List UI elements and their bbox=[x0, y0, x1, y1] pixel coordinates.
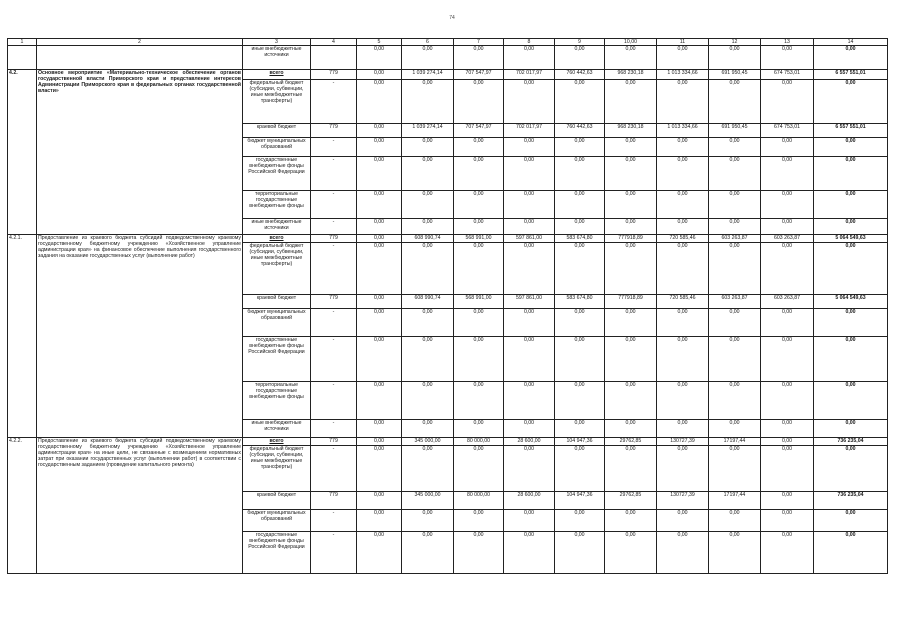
total-cell: 0,00 bbox=[814, 80, 888, 124]
kbk-code: - bbox=[311, 157, 357, 191]
amount-cell: 0,00 bbox=[657, 510, 709, 532]
amount-cell: 0,00 bbox=[555, 446, 605, 492]
amount-cell: 0,00 bbox=[761, 80, 814, 124]
kbk-code: - bbox=[311, 191, 357, 219]
amount-cell: 0,00 bbox=[761, 157, 814, 191]
amount-cell: 702 017,97 bbox=[504, 70, 555, 80]
amount-cell: 0,00 bbox=[402, 243, 454, 295]
amount-cell: 0,00 bbox=[402, 382, 454, 420]
table-row bbox=[8, 438, 888, 446]
kbk-code: - bbox=[311, 382, 357, 420]
amount-cell: 0,00 bbox=[555, 382, 605, 420]
amount-cell: 0,00 bbox=[357, 124, 402, 138]
amount-cell: 603 263,87 bbox=[709, 235, 761, 243]
amount-cell: 0,00 bbox=[761, 309, 814, 337]
amount-cell: 0,00 bbox=[605, 191, 657, 219]
amount-cell: 760 442,63 bbox=[555, 124, 605, 138]
column-number: 6 bbox=[402, 39, 454, 46]
amount-cell: 1 039 274,14 bbox=[402, 124, 454, 138]
funding-source: всего bbox=[243, 438, 311, 446]
amount-cell: 0,00 bbox=[454, 80, 504, 124]
amount-cell: 568 991,00 bbox=[454, 235, 504, 243]
column-number: 3 bbox=[243, 39, 311, 46]
amount-cell: 0,00 bbox=[709, 510, 761, 532]
column-number: 8 bbox=[504, 39, 555, 46]
amount-cell: 0,00 bbox=[402, 80, 454, 124]
amount-cell: 0,00 bbox=[709, 382, 761, 420]
amount-cell: 0,00 bbox=[504, 510, 555, 532]
amount-cell: 0,00 bbox=[761, 532, 814, 574]
funding-source: бюджет муниципальных образований bbox=[243, 138, 311, 157]
amount-cell: 0,00 bbox=[709, 191, 761, 219]
amount-cell: 603 263,87 bbox=[761, 295, 814, 309]
amount-cell: 0,00 bbox=[357, 337, 402, 382]
amount-cell: 0,00 bbox=[504, 243, 555, 295]
total-cell: 0,00 bbox=[814, 191, 888, 219]
amount-cell: 0,00 bbox=[605, 532, 657, 574]
amount-cell: 1 013 334,66 bbox=[657, 70, 709, 80]
funding-source: территориальные государственные внебюджетные фонды bbox=[243, 382, 311, 420]
amount-cell: 0,00 bbox=[555, 420, 605, 438]
amount-cell: 0,00 bbox=[657, 138, 709, 157]
amount-cell: 0,00 bbox=[709, 46, 761, 70]
total-cell: 0,00 bbox=[814, 510, 888, 532]
table-row bbox=[8, 70, 888, 80]
kbk-code: - bbox=[311, 532, 357, 574]
amount-cell: 0,00 bbox=[357, 309, 402, 337]
amount-cell: 608 990,74 bbox=[402, 235, 454, 243]
amount-cell: 0,00 bbox=[657, 46, 709, 70]
amount-cell: 0,00 bbox=[555, 337, 605, 382]
amount-cell: 0,00 bbox=[555, 191, 605, 219]
amount-cell: 603 263,87 bbox=[761, 235, 814, 243]
total-cell: 6 557 551,01 bbox=[814, 124, 888, 138]
amount-cell: 0,00 bbox=[709, 532, 761, 574]
amount-cell: 0,00 bbox=[357, 510, 402, 532]
amount-cell: 0,00 bbox=[555, 80, 605, 124]
amount-cell: 0,00 bbox=[357, 438, 402, 446]
amount-cell: 0,00 bbox=[555, 157, 605, 191]
amount-cell: 0,00 bbox=[402, 420, 454, 438]
amount-cell: 29762,85 bbox=[605, 492, 657, 510]
amount-cell: 0,00 bbox=[605, 309, 657, 337]
amount-cell: 0,00 bbox=[402, 446, 454, 492]
total-cell: 0,00 bbox=[814, 138, 888, 157]
total-cell: 0,00 bbox=[814, 243, 888, 295]
amount-cell: 0,00 bbox=[504, 532, 555, 574]
column-number: 5 bbox=[357, 39, 402, 46]
amount-cell: 674 753,01 bbox=[761, 70, 814, 80]
item-number: 4.2.2. bbox=[8, 438, 37, 574]
amount-cell: 0,00 bbox=[709, 309, 761, 337]
total-cell: 0,00 bbox=[814, 219, 888, 235]
amount-cell: 104 947,36 bbox=[555, 492, 605, 510]
amount-cell: 0,00 bbox=[357, 46, 402, 70]
amount-cell: 0,00 bbox=[657, 382, 709, 420]
table-row bbox=[8, 235, 888, 243]
amount-cell: 0,00 bbox=[454, 337, 504, 382]
amount-cell: 130727,39 bbox=[657, 438, 709, 446]
amount-cell: 0,00 bbox=[605, 138, 657, 157]
funding-source: иные внебюджетные источники bbox=[243, 46, 311, 70]
amount-cell: 0,00 bbox=[454, 46, 504, 70]
funding-source: федеральный бюджет (субсидии, субвенции, иные межбюджетные трансферты) bbox=[243, 243, 311, 295]
total-cell: 0,00 bbox=[814, 382, 888, 420]
page-number: 74 bbox=[449, 15, 455, 21]
amount-cell: 0,00 bbox=[402, 532, 454, 574]
amount-cell: 0,00 bbox=[761, 420, 814, 438]
amount-cell: 0,00 bbox=[709, 446, 761, 492]
column-number: 13 bbox=[761, 39, 814, 46]
amount-cell: 0,00 bbox=[761, 438, 814, 446]
column-number: 14 bbox=[814, 39, 888, 46]
amount-cell: 0,00 bbox=[454, 243, 504, 295]
kbk-code: - bbox=[311, 138, 357, 157]
amount-cell: 104 947,36 bbox=[555, 438, 605, 446]
amount-cell: 80 000,00 bbox=[454, 492, 504, 510]
kbk-code: - bbox=[311, 309, 357, 337]
financing-table bbox=[7, 38, 888, 574]
amount-cell: 0,00 bbox=[709, 219, 761, 235]
amount-cell: 707 547,97 bbox=[454, 70, 504, 80]
amount-cell: 0,00 bbox=[605, 219, 657, 235]
amount-cell: 0,00 bbox=[402, 219, 454, 235]
amount-cell: 80 000,00 bbox=[454, 438, 504, 446]
amount-cell: 0,00 bbox=[657, 309, 709, 337]
kbk-code: - bbox=[311, 337, 357, 382]
amount-cell: 0,00 bbox=[504, 309, 555, 337]
amount-cell: 0,00 bbox=[454, 138, 504, 157]
amount-cell: 603 263,87 bbox=[709, 295, 761, 309]
column-number: 9 bbox=[555, 39, 605, 46]
funding-source: всего bbox=[243, 235, 311, 243]
item-number: 4.2.1. bbox=[8, 235, 37, 438]
amount-cell: 0,00 bbox=[454, 309, 504, 337]
amount-cell: 0,00 bbox=[357, 243, 402, 295]
amount-cell: 0,00 bbox=[504, 138, 555, 157]
amount-cell: 568 991,00 bbox=[454, 295, 504, 309]
total-cell: 736 235,04 bbox=[814, 492, 888, 510]
funding-source: краевой бюджет bbox=[243, 492, 311, 510]
column-number: 11 bbox=[657, 39, 709, 46]
amount-cell: 0,00 bbox=[357, 191, 402, 219]
funding-source: краевой бюджет bbox=[243, 295, 311, 309]
total-cell: 0,00 bbox=[814, 420, 888, 438]
column-number: 1 bbox=[8, 39, 37, 46]
funding-source: государственные внебюджетные фонды Российской Федерации bbox=[243, 337, 311, 382]
total-cell: 0,00 bbox=[814, 157, 888, 191]
amount-cell: 345 000,00 bbox=[402, 492, 454, 510]
amount-cell: 0,00 bbox=[761, 492, 814, 510]
kbk-code: 779 bbox=[311, 492, 357, 510]
amount-cell: 968 230,18 bbox=[605, 124, 657, 138]
amount-cell: 608 990,74 bbox=[402, 295, 454, 309]
amount-cell: 0,00 bbox=[709, 138, 761, 157]
amount-cell: 0,00 bbox=[454, 191, 504, 219]
amount-cell: 0,00 bbox=[357, 138, 402, 157]
amount-cell: 720 585,46 bbox=[657, 235, 709, 243]
kbk-code: - bbox=[311, 446, 357, 492]
amount-cell: 0,00 bbox=[454, 510, 504, 532]
total-cell: 0,00 bbox=[814, 337, 888, 382]
amount-cell: 0,00 bbox=[454, 157, 504, 191]
total-cell: 0,00 bbox=[814, 46, 888, 70]
funding-source: бюджет муниципальных образований bbox=[243, 510, 311, 532]
amount-cell: 0,00 bbox=[402, 337, 454, 382]
funding-source: территориальные государственные внебюджетные фонды bbox=[243, 191, 311, 219]
amount-cell: 968 230,18 bbox=[605, 70, 657, 80]
amount-cell: 0,00 bbox=[454, 446, 504, 492]
amount-cell: 0,00 bbox=[657, 446, 709, 492]
amount-cell: 0,00 bbox=[555, 138, 605, 157]
amount-cell: 0,00 bbox=[402, 138, 454, 157]
amount-cell: 0,00 bbox=[657, 191, 709, 219]
amount-cell: 0,00 bbox=[761, 219, 814, 235]
kbk-code: 779 bbox=[311, 70, 357, 80]
amount-cell: 0,00 bbox=[357, 492, 402, 510]
total-cell: 0,00 bbox=[814, 446, 888, 492]
funding-source: всего bbox=[243, 70, 311, 80]
amount-cell: 17197,44 bbox=[709, 438, 761, 446]
amount-cell: 777918,89 bbox=[605, 235, 657, 243]
amount-cell: 0,00 bbox=[504, 157, 555, 191]
amount-cell: 691 950,45 bbox=[709, 70, 761, 80]
amount-cell: 0,00 bbox=[504, 446, 555, 492]
amount-cell: 707 547,97 bbox=[454, 124, 504, 138]
amount-cell: 0,00 bbox=[555, 510, 605, 532]
amount-cell: 0,00 bbox=[454, 420, 504, 438]
kbk-code: 779 bbox=[311, 438, 357, 446]
funding-source: краевой бюджет bbox=[243, 124, 311, 138]
item-number: 4.2. bbox=[8, 70, 37, 235]
amount-cell: 0,00 bbox=[504, 80, 555, 124]
item-name: Основное мероприятие «Материально-техническое обеспечение органов государственной власти Приморского края и представление интересов Администрации Приморского края в федеральных органах государственной власти» bbox=[37, 70, 243, 235]
amount-cell: 0,00 bbox=[357, 446, 402, 492]
amount-cell: 0,00 bbox=[709, 337, 761, 382]
amount-cell: 0,00 bbox=[357, 70, 402, 80]
kbk-code: 779 bbox=[311, 295, 357, 309]
amount-cell: 0,00 bbox=[761, 46, 814, 70]
funding-source: иные внебюджетные источники bbox=[243, 219, 311, 235]
amount-cell: 0,00 bbox=[504, 191, 555, 219]
amount-cell: 0,00 bbox=[402, 46, 454, 70]
amount-cell: 0,00 bbox=[709, 80, 761, 124]
amount-cell: 0,00 bbox=[657, 80, 709, 124]
amount-cell: 0,00 bbox=[605, 337, 657, 382]
column-numbers-row bbox=[8, 39, 888, 46]
amount-cell: 0,00 bbox=[605, 382, 657, 420]
kbk-code: - bbox=[311, 243, 357, 295]
amount-cell: 0,00 bbox=[555, 243, 605, 295]
amount-cell: 0,00 bbox=[605, 446, 657, 492]
amount-cell: 0,00 bbox=[402, 309, 454, 337]
amount-cell: 0,00 bbox=[402, 510, 454, 532]
amount-cell: 17197,44 bbox=[709, 492, 761, 510]
amount-cell: 0,00 bbox=[761, 243, 814, 295]
amount-cell: 0,00 bbox=[504, 420, 555, 438]
kbk-code: - bbox=[311, 219, 357, 235]
kbk-code bbox=[311, 46, 357, 70]
amount-cell: 597 861,00 bbox=[504, 295, 555, 309]
amount-cell: 0,00 bbox=[657, 243, 709, 295]
amount-cell: 0,00 bbox=[761, 138, 814, 157]
amount-cell: 130727,39 bbox=[657, 492, 709, 510]
amount-cell: 720 585,46 bbox=[657, 295, 709, 309]
funding-source: федеральный бюджет (субсидии, субвенции, иные межбюджетные трансферты) bbox=[243, 80, 311, 124]
amount-cell: 0,00 bbox=[504, 382, 555, 420]
amount-cell: 0,00 bbox=[454, 382, 504, 420]
column-number: 10,00 bbox=[605, 39, 657, 46]
amount-cell: 28 600,00 bbox=[504, 492, 555, 510]
empty-cell bbox=[37, 46, 243, 70]
amount-cell: 760 442,63 bbox=[555, 70, 605, 80]
amount-cell: 0,00 bbox=[402, 191, 454, 219]
amount-cell: 674 753,01 bbox=[761, 124, 814, 138]
item-name: Предоставление из краевого бюджета субсидий подведомственному краевому государственному бюджетному учреждению «Хозяйственное управление администрации края» на иные цели, не связанные с возмещением нормативных затрат при оказании государственных услуг (выполнении работ) в соответствии с государственным заданием (проведение капитального ремонта) bbox=[37, 438, 243, 574]
amount-cell: 777918,89 bbox=[605, 295, 657, 309]
amount-cell: 0,00 bbox=[605, 80, 657, 124]
amount-cell: 345 000,00 bbox=[402, 438, 454, 446]
amount-cell: 0,00 bbox=[605, 510, 657, 532]
amount-cell: 0,00 bbox=[555, 46, 605, 70]
amount-cell: 0,00 bbox=[605, 243, 657, 295]
amount-cell: 0,00 bbox=[657, 420, 709, 438]
kbk-code: - bbox=[311, 80, 357, 124]
amount-cell: 583 674,80 bbox=[555, 295, 605, 309]
total-cell: 0,00 bbox=[814, 532, 888, 574]
funding-source: бюджет муниципальных образований bbox=[243, 309, 311, 337]
amount-cell: 0,00 bbox=[605, 157, 657, 191]
amount-cell: 0,00 bbox=[709, 420, 761, 438]
amount-cell: 583 674,80 bbox=[555, 235, 605, 243]
amount-cell: 0,00 bbox=[657, 532, 709, 574]
column-number: 4 bbox=[311, 39, 357, 46]
kbk-code: 779 bbox=[311, 124, 357, 138]
amount-cell: 0,00 bbox=[657, 157, 709, 191]
amount-cell: 0,00 bbox=[357, 157, 402, 191]
amount-cell: 0,00 bbox=[761, 382, 814, 420]
amount-cell: 0,00 bbox=[657, 219, 709, 235]
amount-cell: 0,00 bbox=[504, 337, 555, 382]
total-cell: 6 557 551,01 bbox=[814, 70, 888, 80]
table-row bbox=[8, 46, 888, 70]
amount-cell: 0,00 bbox=[605, 420, 657, 438]
amount-cell: 0,00 bbox=[357, 235, 402, 243]
amount-cell: 0,00 bbox=[761, 446, 814, 492]
amount-cell: 0,00 bbox=[709, 243, 761, 295]
kbk-code: - bbox=[311, 420, 357, 438]
amount-cell: 1 039 274,14 bbox=[402, 70, 454, 80]
funding-source: государственные внебюджетные фонды Российской Федерации bbox=[243, 532, 311, 574]
column-number: 7 bbox=[454, 39, 504, 46]
amount-cell: 0,00 bbox=[357, 532, 402, 574]
kbk-code: - bbox=[311, 510, 357, 532]
amount-cell: 0,00 bbox=[504, 46, 555, 70]
item-name: Предоставление из краевого бюджета субсидий подведомственному краевому государственному бюджетному учреждению «Хозяйственное управление администрации края» на финансовое обеспечение выполнения государственного задания на оказание государственных услуг (выполнение работ) bbox=[37, 235, 243, 438]
amount-cell: 0,00 bbox=[761, 510, 814, 532]
amount-cell: 702 017,97 bbox=[504, 124, 555, 138]
total-cell: 736 235,04 bbox=[814, 438, 888, 446]
amount-cell: 0,00 bbox=[454, 219, 504, 235]
funding-source: государственные внебюджетные фонды Российской Федерации bbox=[243, 157, 311, 191]
amount-cell: 0,00 bbox=[357, 219, 402, 235]
amount-cell: 0,00 bbox=[605, 46, 657, 70]
amount-cell: 0,00 bbox=[402, 157, 454, 191]
amount-cell: 0,00 bbox=[657, 337, 709, 382]
amount-cell: 0,00 bbox=[761, 191, 814, 219]
amount-cell: 0,00 bbox=[761, 337, 814, 382]
total-cell: 5 064 549,63 bbox=[814, 295, 888, 309]
amount-cell: 28 600,00 bbox=[504, 438, 555, 446]
amount-cell: 0,00 bbox=[357, 420, 402, 438]
column-number: 12 bbox=[709, 39, 761, 46]
amount-cell: 0,00 bbox=[555, 532, 605, 574]
total-cell: 0,00 bbox=[814, 309, 888, 337]
funding-source: иные внебюджетные источники bbox=[243, 420, 311, 438]
amount-cell: 0,00 bbox=[357, 382, 402, 420]
amount-cell: 0,00 bbox=[357, 295, 402, 309]
amount-cell: 0,00 bbox=[454, 532, 504, 574]
amount-cell: 0,00 bbox=[357, 80, 402, 124]
column-number: 2 bbox=[37, 39, 243, 46]
total-cell: 5 064 549,63 bbox=[814, 235, 888, 243]
amount-cell: 0,00 bbox=[504, 219, 555, 235]
amount-cell: 29762,85 bbox=[605, 438, 657, 446]
amount-cell: 597 861,00 bbox=[504, 235, 555, 243]
funding-source: федеральный бюджет (субсидии, субвенции, иные межбюджетные трансферты) bbox=[243, 446, 311, 492]
amount-cell: 0,00 bbox=[555, 309, 605, 337]
amount-cell: 0,00 bbox=[555, 219, 605, 235]
amount-cell: 1 013 334,66 bbox=[657, 124, 709, 138]
empty-cell bbox=[8, 46, 37, 70]
kbk-code: 779 bbox=[311, 235, 357, 243]
amount-cell: 0,00 bbox=[709, 157, 761, 191]
amount-cell: 691 950,45 bbox=[709, 124, 761, 138]
